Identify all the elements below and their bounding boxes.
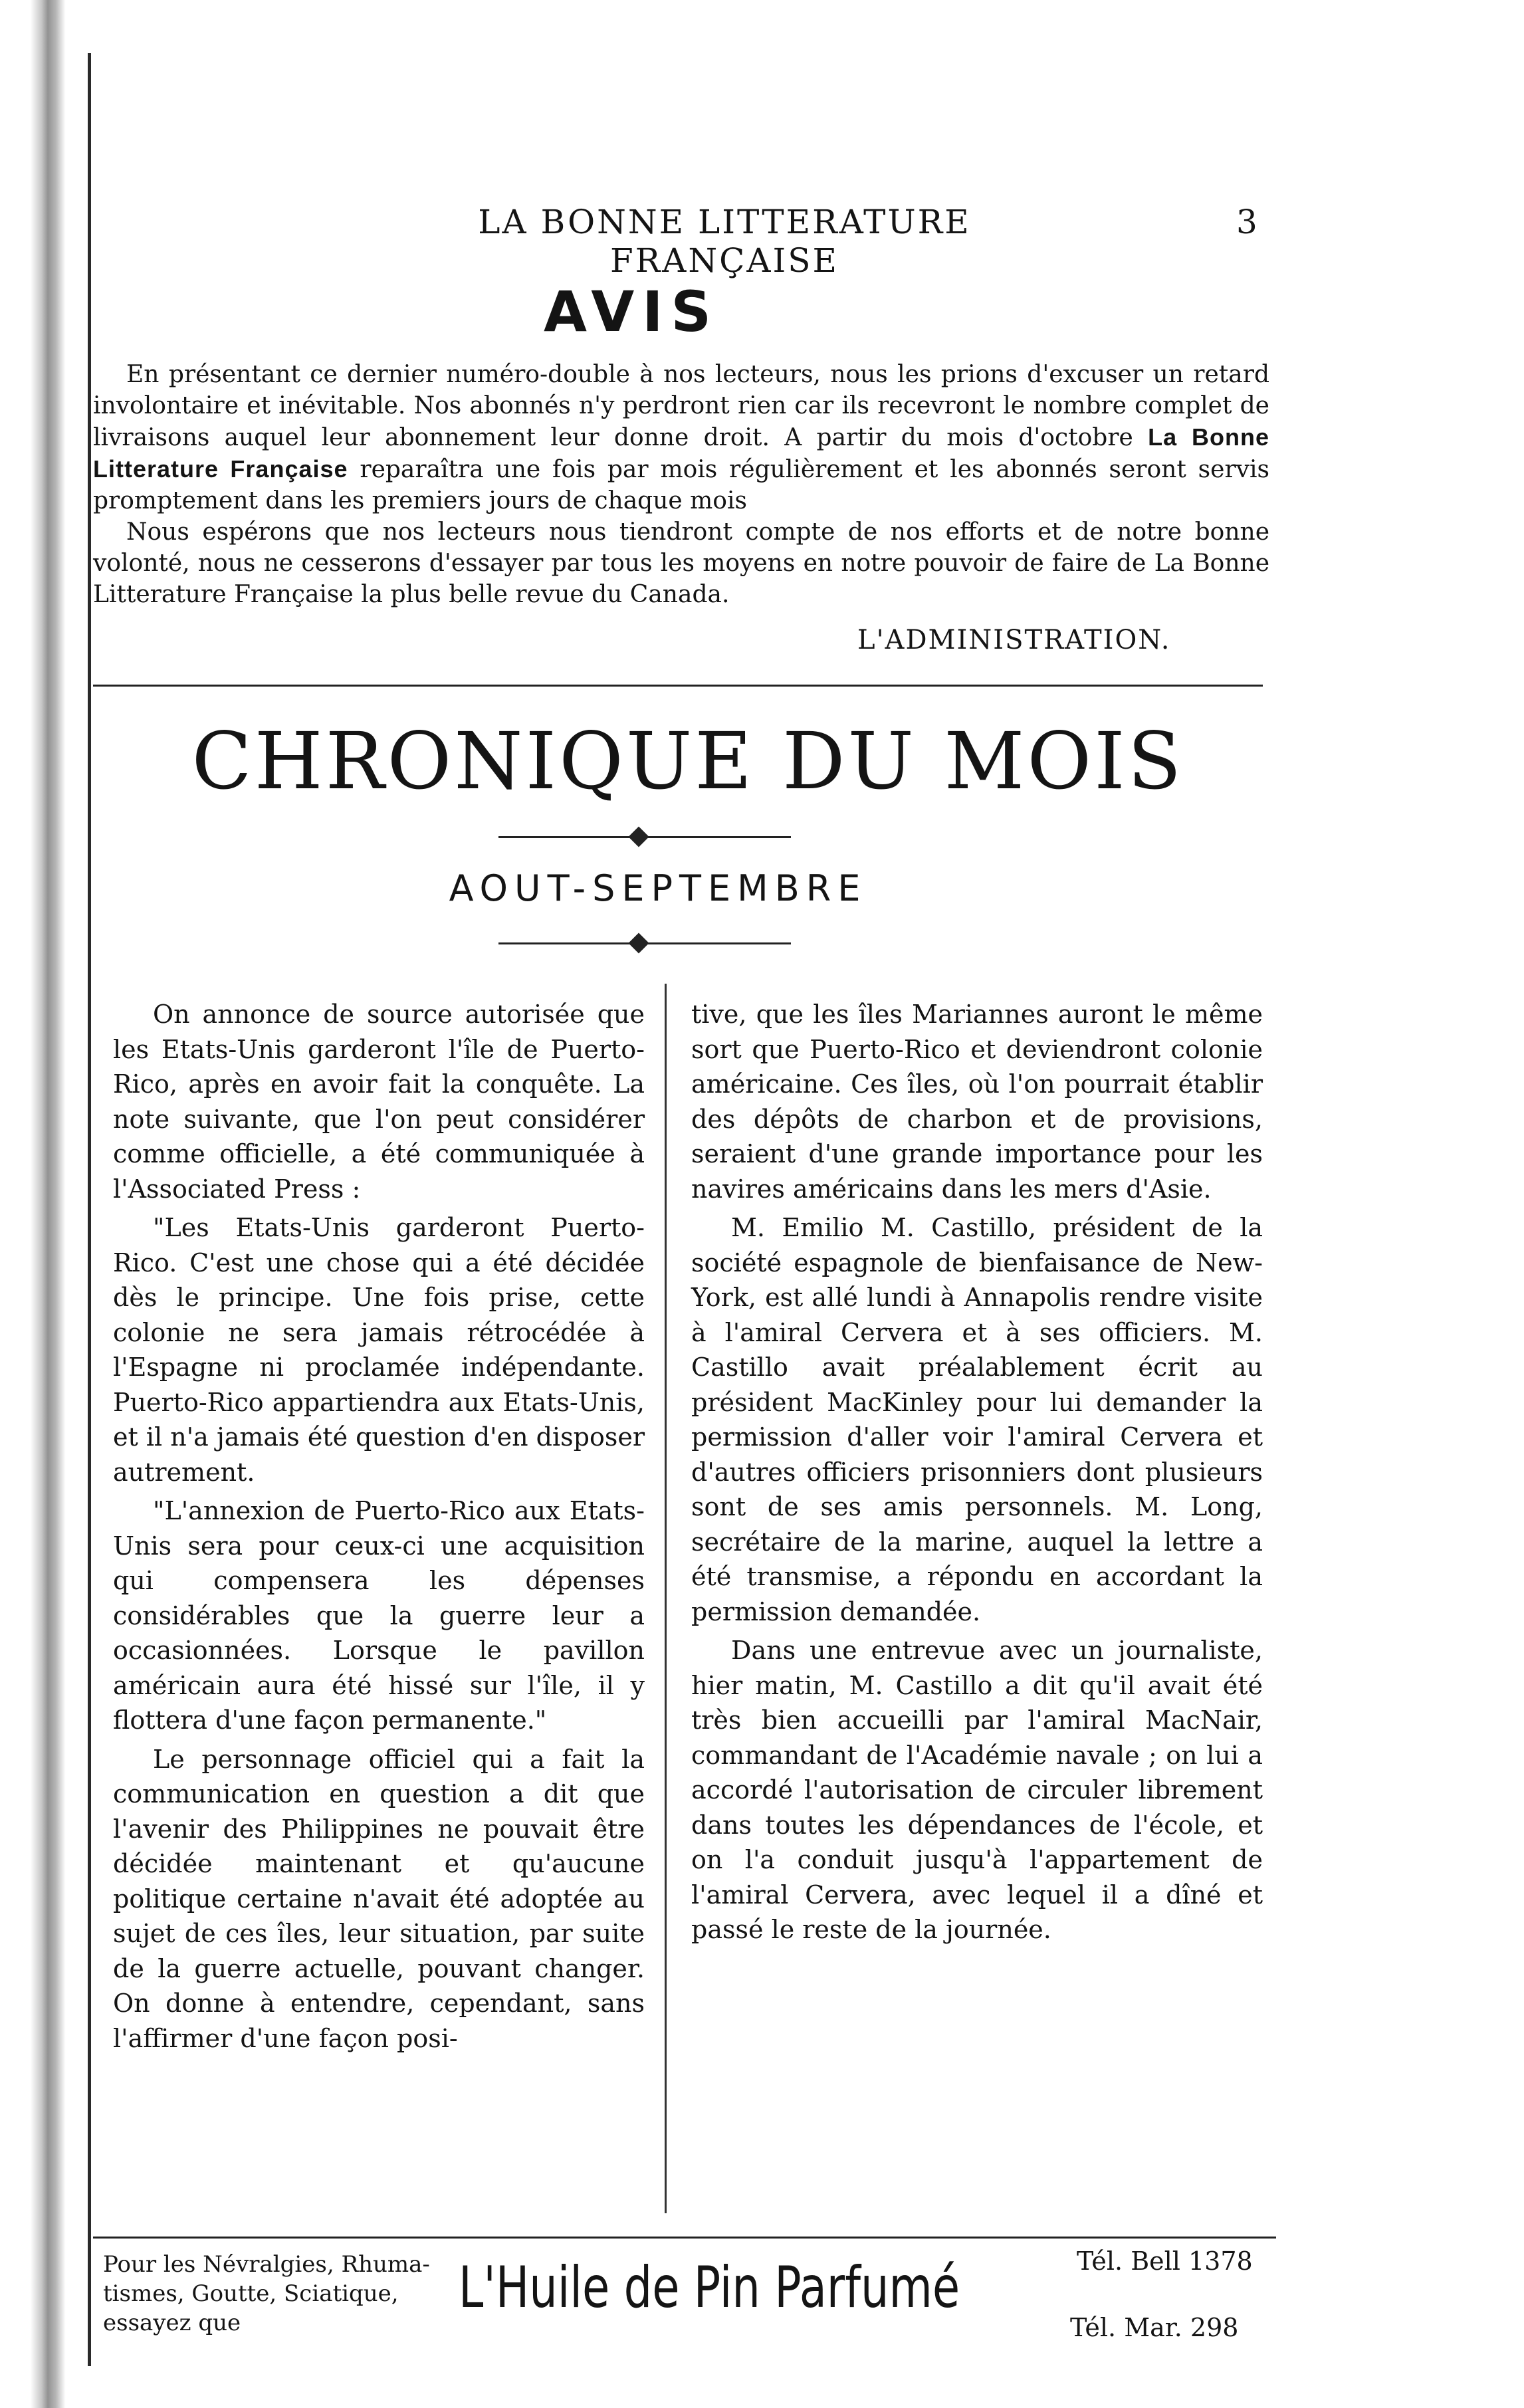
avis-signature: L'ADMINISTRATION. xyxy=(857,625,1171,655)
magazine-name: La Bonne Litterature Française xyxy=(93,423,1269,483)
ad-line: tismes, Goutte, Sciatique, xyxy=(103,2280,399,2307)
avis-line: retard involontaire et inévitable. Nos abonnés n'y perdront rien car ils recevront le nombre xyxy=(93,361,1269,419)
ad-telephone-bell: Tél. Bell 1378 xyxy=(1077,2246,1253,2276)
page-binding-shadow xyxy=(0,0,80,2408)
ornament-divider xyxy=(498,934,791,954)
ornament-divider xyxy=(498,827,791,847)
avis-paragraph-1 xyxy=(93,359,1269,516)
running-title: LA BONNE LITTERATURE FRANÇAISE xyxy=(478,203,971,280)
article-paragraph: On annonce de source autorisée que les Etats-Unis garderont l'île de Puerto-Rico, après en avoir fait la conquête. La note suivante, que l'on peut considérer comme officielle, a été communiquée à l'Associated Press : xyxy=(113,1000,645,1204)
column-divider xyxy=(665,984,667,2213)
avis-line: En présentant ce dernier numéro-double à nos lecteurs, nous les prions d'excuser un xyxy=(126,361,1184,388)
article-paragraph: "Les Etats-Unis garderont Puerto-Rico. C'est une chose qui a été décidée dès le principe. Une fois prise, cette colonie ne sera jamais rétrocédée à l'Espagne ni proclamée indépendante. Puerto-Rico appartiendra aux Etats-Unis, et il n'a jamais été question d'en disposer autrement. xyxy=(113,1213,645,1487)
article-right-column xyxy=(691,997,1263,1951)
article-paragraph: Dans une entrevue avec un journaliste, hier matin, M. Castillo a dit qu'il avait été très bien accueilli par l'amiral MacNair, commandant de l'Académie navale ; on lui a accordé l'autorisation de circuler librement dans toutes les dépendances de l'école, et on l'a conduit jusqu'à l'appartement de l'amiral Cervera, avec lequel il a dîné et passé le reste de la journée. xyxy=(691,1636,1263,1944)
chronique-subtitle: AOUT-SEPTEMBRE xyxy=(449,867,867,909)
binding-edge-line xyxy=(88,53,91,2366)
ad-remedy-text xyxy=(103,2250,449,2338)
avis-line: abonnés seront servis promptement dans les premiers jours de chaque mois xyxy=(93,456,1269,514)
ad-telephone-mar: Tél. Mar. 298 xyxy=(1070,2313,1239,2342)
footer-divider xyxy=(93,2237,1276,2239)
avis-line: complet de livraisons auquel leur abonnement leur donne droit. A partir du mois d'octobre xyxy=(93,392,1269,451)
avis-notice xyxy=(93,359,1269,610)
article-paragraph: "L'annexion de Puerto-Rico aux Etats-Unis sera pour ceux-ci une acquisition qui compensera les dépenses considérables que la guerre leur a occasionnées. Lorsque le pavillon américain aura été hissé sur l'île, il y flottera d'une façon permanente." xyxy=(113,1496,645,1735)
ad-line: Pour les Névralgies, Rhuma- xyxy=(103,2251,430,2278)
ad-product-title: L'Huile de Pin Parfumé xyxy=(459,2254,960,2321)
avis-title: AVIS xyxy=(543,279,720,344)
ad-line: essayez que xyxy=(103,2310,241,2336)
article-paragraph: tive, que les îles Mariannes auront le même sort que Puerto-Rico et deviendront colonie américaine. Ces îles, où l'on pourrait établir des dépôts de charbon et de provisions, seraient d'une grande importance pour les navires américains dans les mers d'Asie. xyxy=(691,1000,1263,1204)
page-number: 3 xyxy=(1236,203,1257,241)
avis-line: reparaîtra une fois par mois régulièrement et les xyxy=(348,456,984,483)
article-left-column xyxy=(113,997,645,2060)
avis-paragraph-2: Nous espérons que nos lecteurs nous tiendront compte de nos efforts et de notre bonne volonté, nous ne cesserons d'essayer par tous les moyens en notre pouvoir de faire de La Bonne Litterature Française la plus belle revue du Canada. xyxy=(93,518,1269,608)
chronique-title: CHRONIQUE DU MOIS xyxy=(191,715,1184,807)
article-paragraph: Le personnage officiel qui a fait la communication en question a dit que l'avenir des Philippines ne pouvait être décidée maintenant et qu'aucune politique certaine n'avait été adoptée au sujet de ces îles, leur situation, par suite de la guerre actuelle, pouvant changer. On donne à entendre, cependant, sans l'affirmer d'une façon posi- xyxy=(113,1744,645,2053)
section-divider xyxy=(93,685,1263,687)
article-paragraph: M. Emilio M. Castillo, président de la société espagnole de bienfaisance de New-York, est allé lundi à Annapolis rendre visite à l'amiral Cervera et à ses officiers. M. Castillo avait préalablement écrit au président MacKinley pour lui demander la permission d'aller voir l'amiral Cervera et d'autres officiers prisonniers dont plusieurs sont de ses amis personnels. M. Long, secrétaire de la marine, auquel la lettre a été transmise, a répondu en accordant la permission demandée. xyxy=(691,1213,1263,1626)
